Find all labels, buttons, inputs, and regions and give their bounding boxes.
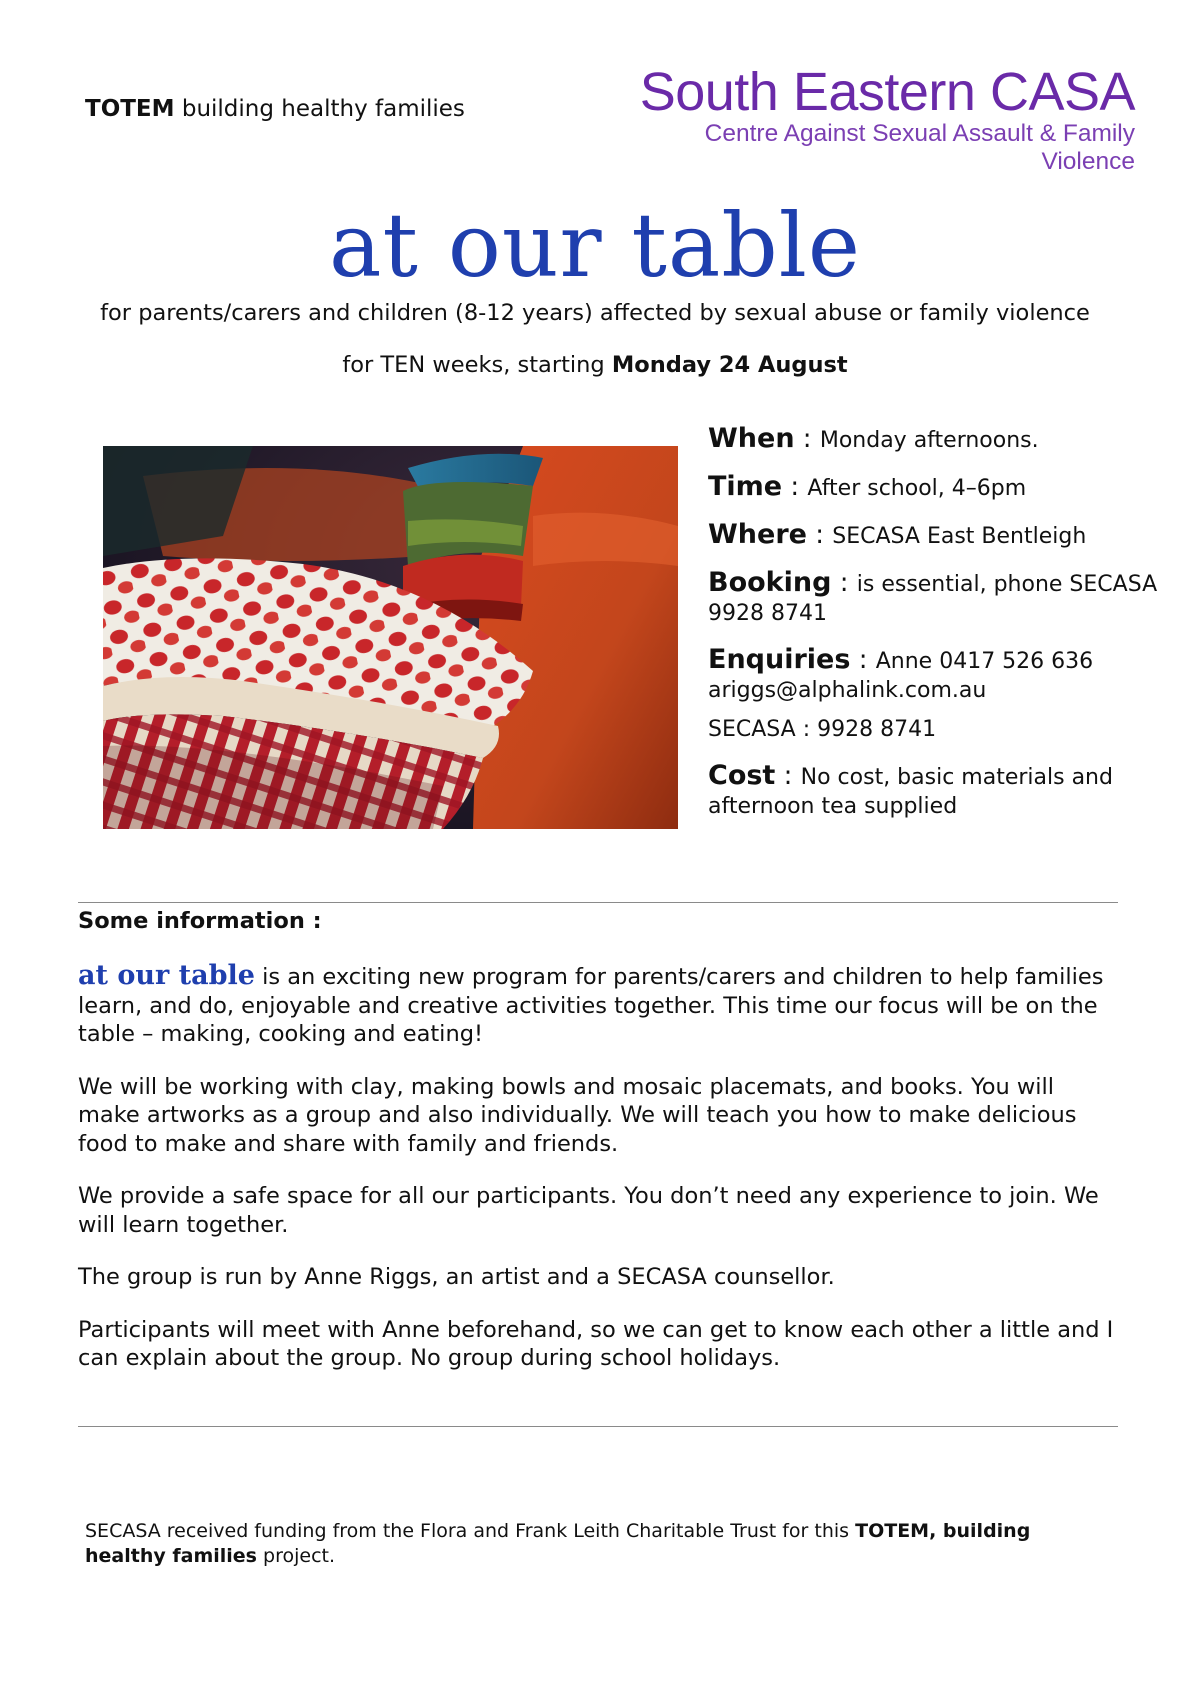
funding-project: TOTEM, building healthy families (85, 1520, 1031, 1567)
divider-top (78, 902, 1118, 903)
detail-label: Enquiries (708, 644, 851, 675)
detail-label: Cost (708, 760, 776, 791)
ceramic-bowls-photo (103, 446, 678, 829)
enquiries-email[interactable]: ariggs@alphalink.com.au (708, 678, 987, 703)
detail-secasa-phone (708, 715, 1158, 744)
detail-cost (708, 761, 1158, 821)
totem-bold: TOTEM (85, 96, 175, 122)
info-heading: Some information : (78, 908, 322, 934)
detail-value-line2: 9928 8741 (708, 601, 827, 626)
secasa-logo (625, 62, 1135, 176)
program-name: at our table (78, 960, 255, 991)
detail-separator: : (782, 472, 808, 502)
info-body (78, 962, 1118, 1397)
detail-value: No cost, basic materials and (800, 765, 1113, 790)
schedule-prefix: for TEN weeks, starting (342, 352, 612, 378)
detail-separator: : (806, 520, 833, 550)
detail-label: When (708, 423, 795, 454)
detail-label: Time (708, 471, 783, 502)
detail-label: Booking (708, 567, 832, 598)
event-details (708, 424, 1158, 838)
detail-value: SECASA : 9928 8741 (708, 717, 937, 742)
totem-rest: building healthy families (174, 96, 465, 122)
funding-suffix: project. (256, 1545, 336, 1567)
detail-value: Monday afternoons. (819, 428, 1039, 453)
logo-name: South Eastern CASA (639, 62, 1135, 122)
detail-value: Anne 0417 526 636 (875, 649, 1094, 674)
totem-tagline (85, 96, 465, 122)
detail-when (708, 424, 1158, 455)
info-paragraph-1 (78, 962, 1118, 1049)
detail-separator: : (775, 761, 801, 791)
detail-label: Where (708, 519, 807, 550)
info-paragraph-5: Participants will meet with Anne beforehand, so we can get to know each other a little and I can explain about the group. No group during school holidays. (78, 1316, 1114, 1371)
info-paragraph-1-text: is an exciting new program for parents/carers and children to help families learn, and do, enjoyable and creative activities together. This time our focus will be on the table – making, cooking and eating! (78, 964, 1104, 1047)
info-paragraph-3: We provide a safe space for all our participants. You don’t need any experience to join. We will learn together. (78, 1183, 1099, 1238)
logo-subtitle: Centre Against Sexual Assault & Family Violence (704, 120, 1135, 175)
funding-note (85, 1519, 1095, 1569)
detail-time (708, 472, 1158, 503)
page-title: at our table (329, 194, 861, 297)
detail-value: SECASA East Bentleigh (832, 524, 1087, 549)
divider-bottom (78, 1426, 1118, 1427)
schedule-date: Monday 24 August (611, 352, 848, 378)
funding-prefix: SECASA received funding from the Flora and Frank Leith Charitable Trust for this (85, 1520, 856, 1542)
page-subtitle: for parents/carers and children (8-12 years) affected by sexual abuse or family violence (100, 300, 1090, 326)
schedule-line (0, 352, 1190, 378)
detail-separator: : (850, 645, 876, 675)
detail-where (708, 520, 1158, 551)
info-paragraph-2: We will be working with clay, making bowls and mosaic placemats, and books. You will make artworks as a group and also individually. We will teach you how to make delicious food to make and share with family and friends. (78, 1073, 1077, 1157)
detail-value: After school, 4–6pm (807, 476, 1027, 501)
info-paragraph-4: The group is run by Anne Riggs, an artist and a SECASA counsellor. (78, 1264, 835, 1290)
detail-separator: : (794, 424, 820, 454)
detail-separator: : (831, 568, 857, 598)
detail-value: is essential, phone SECASA (856, 572, 1158, 597)
detail-enquiries (708, 645, 1158, 705)
detail-booking (708, 568, 1158, 628)
detail-value-line2: afternoon tea supplied (708, 794, 958, 819)
